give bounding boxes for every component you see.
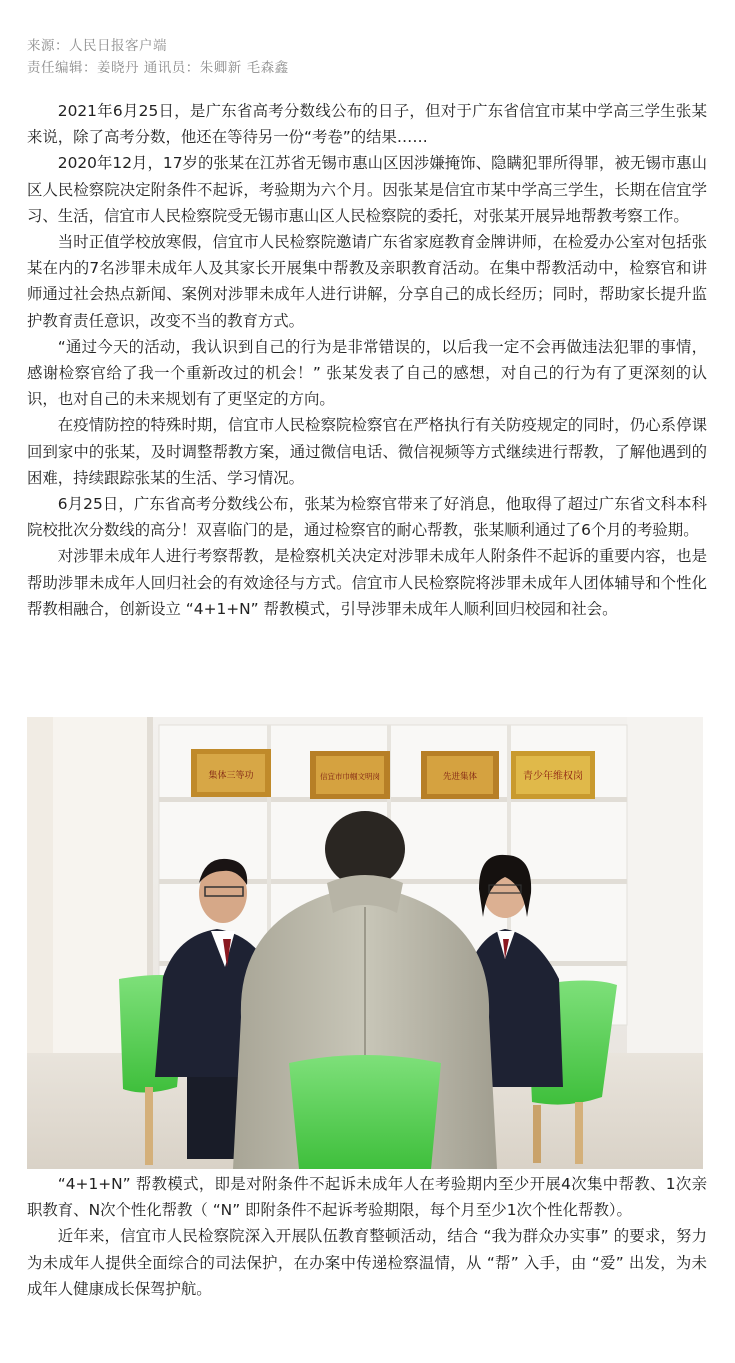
paragraph: 6月25日，广东省高考分数线公布，张某为检察官带来了好消息，他取得了超过广东省文科本科院校批次分数线的高分！双喜临门的是，通过检察官的耐心帮教，张某顺利通过了6个月的考验期。 — [27, 495, 707, 540]
plaque — [191, 749, 271, 797]
plaque-text: 集体三等功 — [208, 771, 254, 781]
paragraph: 当时正值学校放寒假，信宜市人民检察院邀请广东省家庭教育金牌讲师，在检爱办公室对包括张某在内的7名涉罪未成年人及其家长开展集中帮教及亲职教育活动。在集中帮教活动中，检察官和讲师通过社会热点新闻、案例对涉罪未成年人进行讲解，分享自己的成长经历；同时，帮助家长提升监护教育责任意识，改变不当的教育方式。 — [27, 233, 707, 330]
article-body-top — [27, 98, 707, 622]
source-line: 来源：人民日报客户端 — [27, 38, 167, 54]
plaque-text: 信宜市巾帼文明岗 — [320, 772, 380, 781]
plaque-text: 青少年维权岗 — [523, 771, 583, 782]
plaque — [511, 751, 595, 799]
paragraph: 对涉罪未成年人进行考察帮教，是检察机关决定对涉罪未成年人附条件不起诉的重要内容，也是帮助涉罪未成年人回归社会的有效途径与方式。信宜市人民检察院将涉罪未成年人团体辅导和个性化帮教相融合，创新设立 “4+1+N” 帮教模式，引导涉罪未成年人顺利回归校园和社会。 — [27, 547, 707, 618]
paragraph: 在疫情防控的特殊时期，信宜市人民检察院检察官在严格执行有关防疫规定的同时，仍心系停课回到家中的张某，及时调整帮教方案，通过微信电话、微信视频等方式继续进行帮教，了解他遇到的困难，持续跟踪张某的生活、学习情况。 — [27, 416, 707, 487]
paragraph: 2021年6月25日，是广东省高考分数线公布的日子，但对于广东省信宜市某中学高三学生张某来说，除了高考分数，他还在等待另一份“考卷”的结果…… — [27, 102, 707, 147]
paragraph: 近年来，信宜市人民检察院深入开展队伍教育整顿活动，结合 “我为群众办实事” 的要求，努力为未成年人提供全面综合的司法保护，在办案中传递检察温情，从 “帮” 入手，由 “爱” 出发，为未成年人健康成长保驾护航。 — [27, 1227, 707, 1298]
paragraph: “通过今天的活动，我认识到自己的行为是非常错误的，以后我一定不会再做违法犯罪的事情，感谢检察官给了我一个重新改过的机会！” 张某发表了自己的感想，对自己的行为有了更深刻的认识，也对自己的未来规划有了更坚定的方向。 — [27, 337, 707, 409]
plaque — [421, 751, 499, 799]
plaque-text: 先进集体 — [442, 772, 478, 782]
paragraph: “4+1+N” 帮教模式，即是对附条件不起诉未成年人在考验期内至少开展4次集中帮教、1次亲职教育、N次个性化帮教（ “N” 即附条件不起诉考验期限，每个月至少1次个性化帮教）。 — [27, 1175, 707, 1220]
paragraph: 2020年12月，17岁的张某在江苏省无锡市惠山区因涉嫌掩饰、隐瞒犯罪所得罪，被无锡市惠山区人民检察院决定附条件不起诉，考验期为六个月。因张某是信宜市某中学高三学生，长期在信宜学习、生活，信宜市人民检察院受无锡市惠山区人民检察院的委托，对张某开展异地帮教考察工作。 — [27, 154, 707, 225]
plaque — [310, 751, 390, 799]
article-body-bottom — [27, 1171, 707, 1302]
editor-line: 责任编辑：姜晓丹 通讯员：朱卿新 毛森鑫 — [27, 60, 289, 76]
article-photo — [27, 717, 703, 1169]
